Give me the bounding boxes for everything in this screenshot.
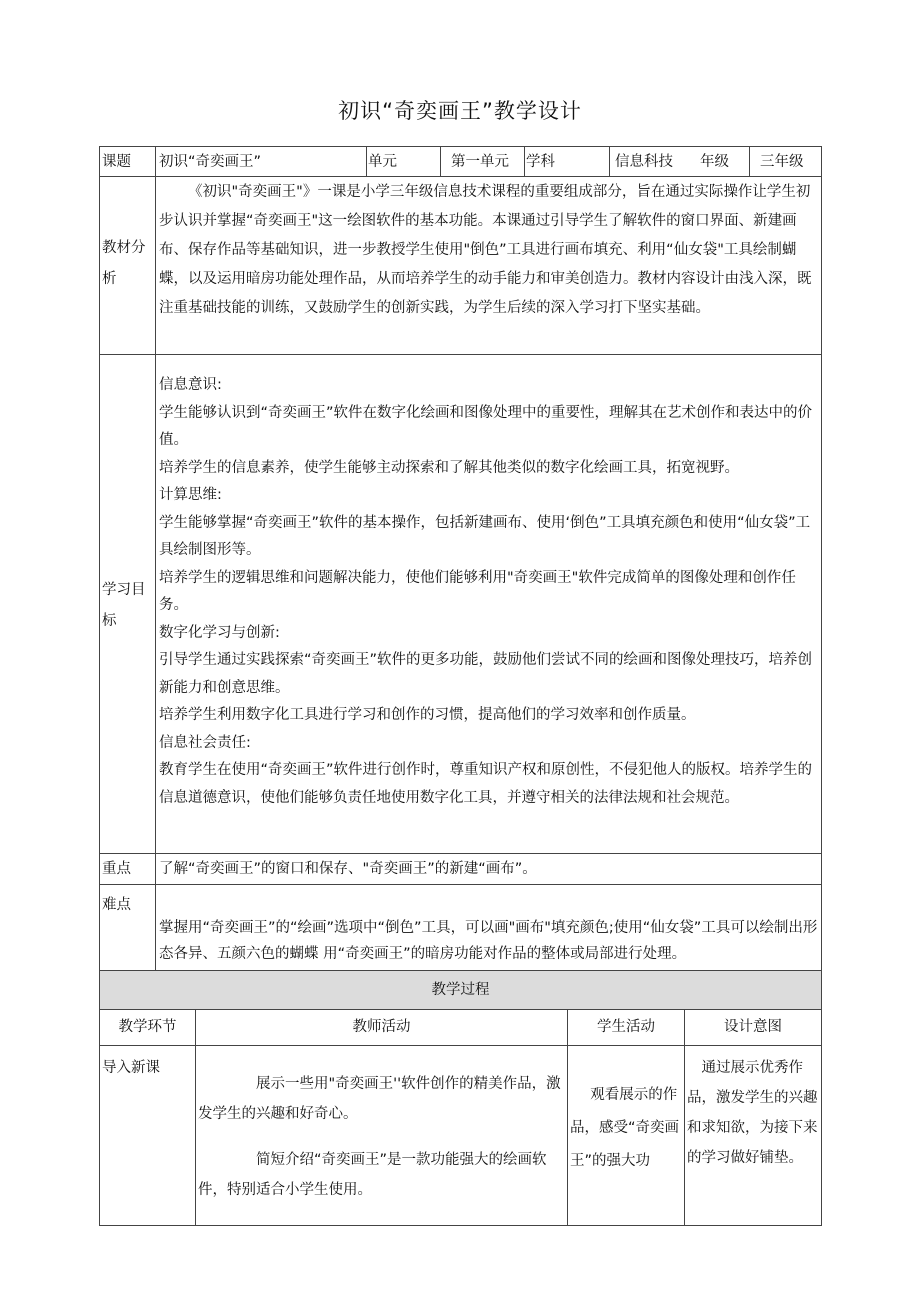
- teacher-activity-2: 简短介绍“奇奕画王”是一款功能强大的绘画软件，特别适合小学生使用。: [198, 1152, 547, 1198]
- goal-heading: 信息社会责任:: [159, 734, 251, 751]
- difficult-point-label: 难点: [102, 897, 131, 913]
- subject-label: 学科: [526, 154, 555, 170]
- material-analysis-label-line1: 教材分: [102, 240, 146, 256]
- material-analysis-label: [102, 233, 152, 295]
- goal-text: 培养学生利用数字化工具进行学习和创作的习惯，提高他们的学习效率和创作质量。: [159, 707, 696, 723]
- material-analysis-text: 《初识"奇奕画王"》一课是小学三年级信息技术课程的重要组成部分，旨在通过实际操作让学生初步认识并掌握“奇奕画王"这一绘图软件的基本功能。本课通过引导学生了解软件的窗口界面、新建画布、保存作品等基础知识，进一步教授学生使用"倒色”工具进行画布填充、利用“仙女袋"工具绘制蝴蝶，以及运用暗房功能处理作品，从而培养学生的动手能力和审美创造力。教材内容设计由浅入深，既注重基础技能的训练，又鼓励学生的创新实践，为学生后续的深入学习打下坚实基础。: [159, 184, 812, 316]
- key-point-label: 重点: [102, 861, 131, 877]
- goal-text: 培养学生的信息素养，使学生能够主动探索和了解其他类似的数字化绘画工具，拓宽视野。: [159, 459, 739, 476]
- col-header-teacher: 教师活动: [352, 1019, 411, 1035]
- unit-value: 第一单元: [451, 154, 509, 170]
- learning-goals-body: [159, 372, 821, 812]
- info-table: [99, 146, 822, 971]
- col-header-intent: 设计意图: [724, 1019, 782, 1035]
- learning-goals-label-line1: 学习目: [102, 582, 146, 598]
- col-header-stage: 教学环节: [118, 1019, 177, 1035]
- goal-heading: 数字化学习与创新:: [159, 624, 280, 641]
- goal-heading: 信息意识:: [159, 377, 222, 393]
- student-cell: 观看展示的作品，感受“奇奕画王”的强大功: [570, 1087, 680, 1169]
- difficult-point-text: 掌握用“奇奕画王”的“绘画”选项中“倒色”工具，可以画"画布"填充颜色;使用“仙女袋”工具可以绘制出形态各异、五颜六色的蝴蝶 用“奇奕画王”的暗房功能对作品的整体或局部进行处理。: [159, 920, 818, 962]
- stage-cell: 导入新课: [102, 1060, 160, 1076]
- col-header-student: 学生活动: [597, 1019, 655, 1035]
- page-title: 初识“奇奕画王”教学设计: [338, 99, 582, 123]
- teacher-activity-1: 展示一些用"奇奕画王''软件创作的精美作品，激发学生的兴趣和好奇心。: [198, 1076, 561, 1122]
- intent-cell: 通过展示优秀作品，激发学生的兴趣和求知欲，为接下来的学习做好铺垫。: [687, 1060, 818, 1166]
- goal-text: 引导学生通过实践探索“奇奕画王”软件的更多功能，鼓励他们尝试不同的绘画和图像处理技巧，培养创新能力和创意思维。: [159, 652, 813, 696]
- goal-heading: 计算思维:: [159, 487, 222, 503]
- goal-text: 培养学生的逻辑思维和问题解决能力，使他们能够利用"奇奕画王"软件完成简单的图像处理和创作任务。: [159, 569, 796, 613]
- grade-value: 三年级: [760, 154, 804, 170]
- process-section-title: 教学过程: [431, 982, 490, 998]
- teacher-cell: [198, 1069, 564, 1205]
- course-label: 课题: [102, 154, 131, 170]
- goal-text: 学生能够掌握“奇奕画王”软件的基本操作，包括新建画布、使用‘倒色”工具填充颜色和使用“仙女袋”工具绘制图形等。: [159, 514, 811, 558]
- goal-text: 学生能够认识到“奇奕画王”软件在数字化绘画和图像处理中的重要性，理解其在艺术创作和表达中的价值。: [159, 404, 813, 448]
- subject-value: 信息科技: [615, 154, 673, 170]
- course-value: 初识“奇奕画王”: [159, 154, 262, 170]
- material-analysis-label-line2: 析: [102, 271, 117, 287]
- goal-text: 教育学生在使用“奇奕画王”软件进行创作时，尊重知识产权和原创性，不侵犯他人的版权。培养学生的信息道德意识，使他们能够负责任地使用数字化工具，并遵守相关的法律法规和社会规范。: [159, 762, 813, 806]
- learning-goals-label-line2: 标: [102, 613, 117, 629]
- key-point-text: 了解“奇奕画王”的窗口和保存、"奇奕画王”的新建“画布”。: [159, 861, 537, 877]
- process-table: [99, 970, 822, 1226]
- learning-goals-label: [102, 575, 152, 637]
- grade-label: 年级: [700, 154, 729, 170]
- unit-label: 单元: [368, 154, 397, 170]
